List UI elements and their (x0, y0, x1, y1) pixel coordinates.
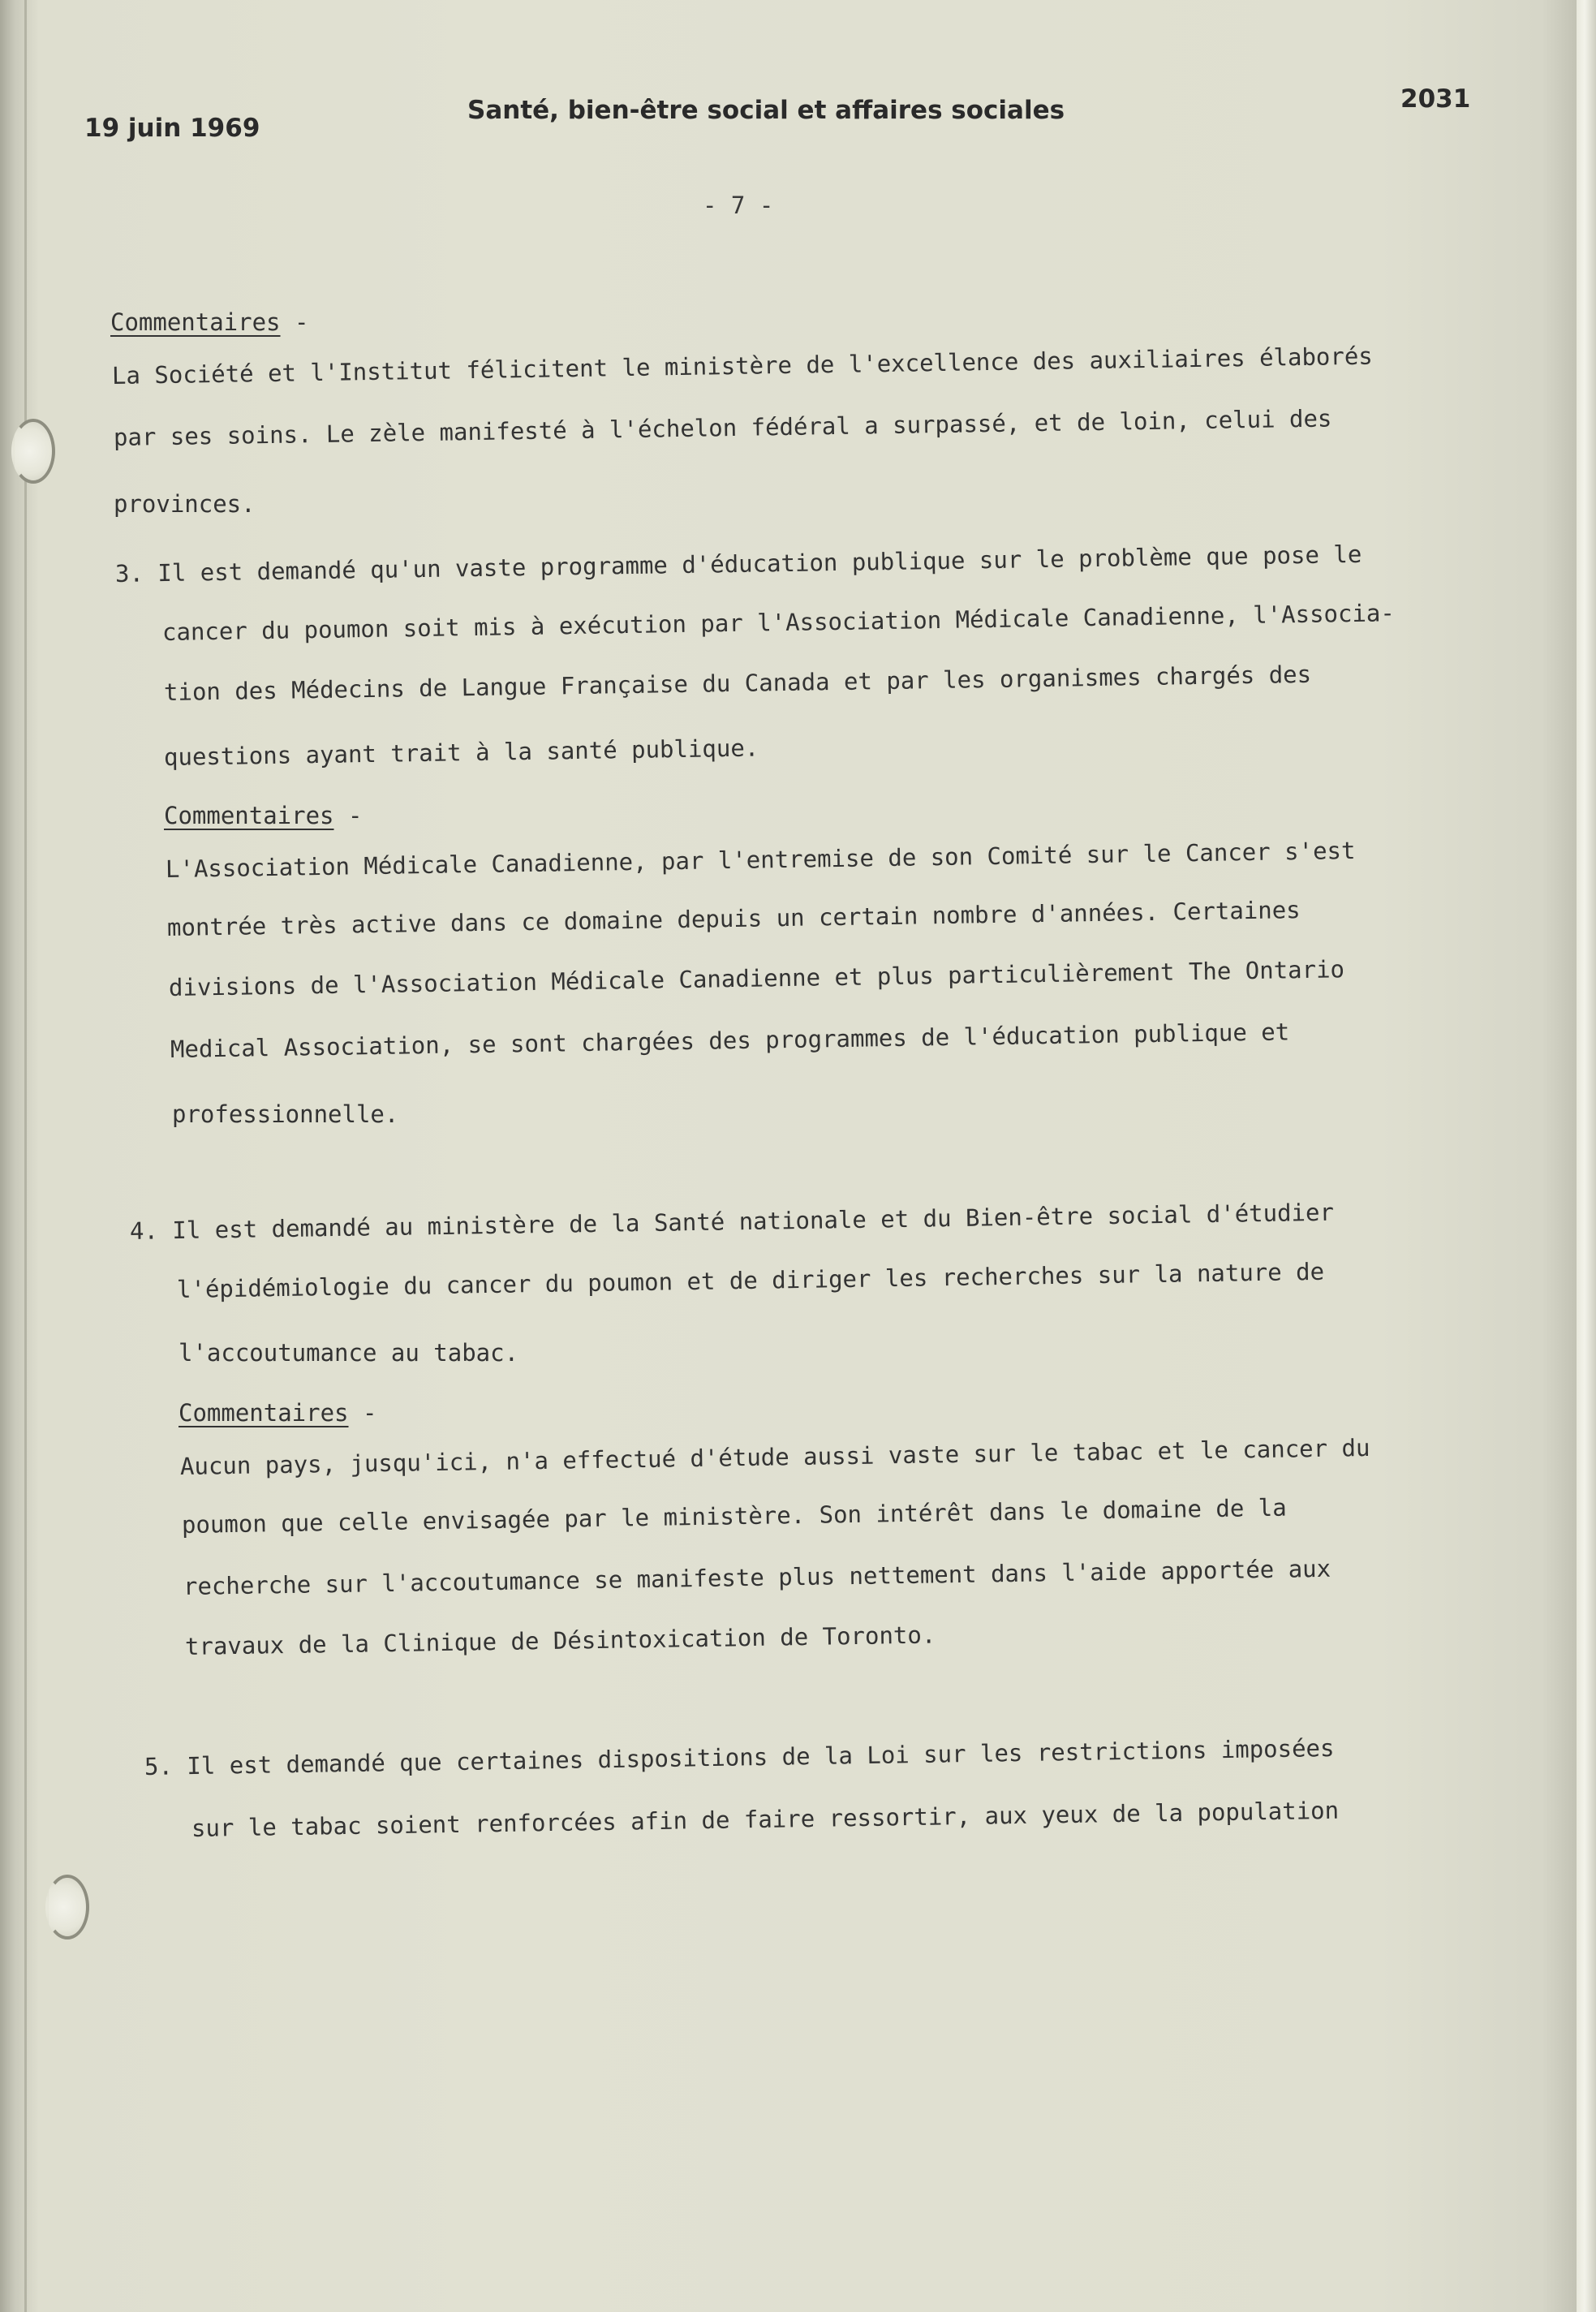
page-right-edge (1577, 0, 1596, 2312)
item-4-comment-line: Aucun pays, jusqu'ici, n'a effectué d'étude aussi vaste sur le tabac et le cancer du (179, 1433, 1370, 1480)
item-3-heading: Commentaires (164, 802, 334, 829)
header-page-number: 2031 (1400, 84, 1471, 114)
item-3-comment-line: divisions de l'Association Médicale Canadienne et plus particulièrement The Ontario (168, 955, 1345, 1001)
item-3-heading-suffix: - (333, 802, 363, 829)
intro-line: La Société et l'Institut félicitent le ministère de l'excellence des auxiliaires élaborés (111, 342, 1373, 390)
item-4-line: 4. Il est demandé au ministère de la Santé nationale et du Bien-être social d'étudier (129, 1198, 1335, 1245)
header-title: Santé, bien-être social et affaires sociales (467, 96, 1065, 125)
binder-hole-top (11, 419, 55, 484)
intro-line: par ses soins. Le zèle manifesté à l'échelon fédéral a surpassé, et de loin, celui des (113, 404, 1332, 451)
binding-edge (24, 0, 27, 2312)
item-4-heading-suffix: - (348, 1399, 377, 1427)
header-date: 19 juin 1969 (84, 114, 260, 143)
item-5-line: sur le tabac soient renforcées afin de faire ressortir, aux yeux de la population (191, 1796, 1340, 1842)
item-3-line: tion des Médecins de Langue Française du Canada et par les organismes chargés des (163, 660, 1312, 706)
item-4-line: l'épidémiologie du cancer du poumon et de diriger les recherches sur la nature de (176, 1257, 1325, 1303)
page-marker: - 7 - (703, 192, 774, 219)
intro-heading-line (110, 308, 308, 336)
item-4-heading-line (179, 1399, 376, 1427)
item-3-comment-line: montrée très active dans ce domaine depuis un certain nombre d'années. Certaines (166, 896, 1301, 941)
intro-line: provinces. (114, 490, 256, 518)
item-4-line: l'accoutumance au tabac. (179, 1339, 519, 1367)
item-3-comment-line: L'Association Médicale Canadienne, par l'entremise de son Comité sur le Cancer s'est (165, 836, 1356, 883)
item-4-comment-line: recherche sur l'accoutumance se manifeste plus nettement dans l'aide apportée aux (183, 1554, 1331, 1600)
item-4-heading: Commentaires (179, 1399, 349, 1427)
item-4-comment-line: travaux de la Clinique de Désintoxication de Toronto. (184, 1621, 936, 1660)
item-3-comment-line: professionnelle. (172, 1100, 399, 1128)
intro-heading: Commentaires (110, 308, 281, 336)
item-4-comment-line: poumon que celle envisagée par le ministère. Son intérêt dans le domaine de la (181, 1493, 1287, 1539)
item-3-line: cancer du poumon soit mis à exécution par l'Association Médicale Canadienne, l'Associa- (161, 599, 1396, 646)
item-3-line: 3. Il est demandé qu'un vaste programme d'éducation publique sur le problème que pose le (114, 540, 1362, 588)
item-3-comment-line: Medical Association, se sont chargées des programmes de l'éducation publique et (170, 1018, 1290, 1063)
binder-hole-bottom (45, 1875, 89, 1940)
intro-heading-suffix: - (280, 308, 309, 336)
item-3-heading-line (164, 802, 362, 829)
item-3-line: questions ayant trait à la santé publique. (163, 734, 759, 771)
item-5-line: 5. Il est demandé que certaines dispositions de la Loi sur les restrictions imposées (144, 1733, 1335, 1780)
